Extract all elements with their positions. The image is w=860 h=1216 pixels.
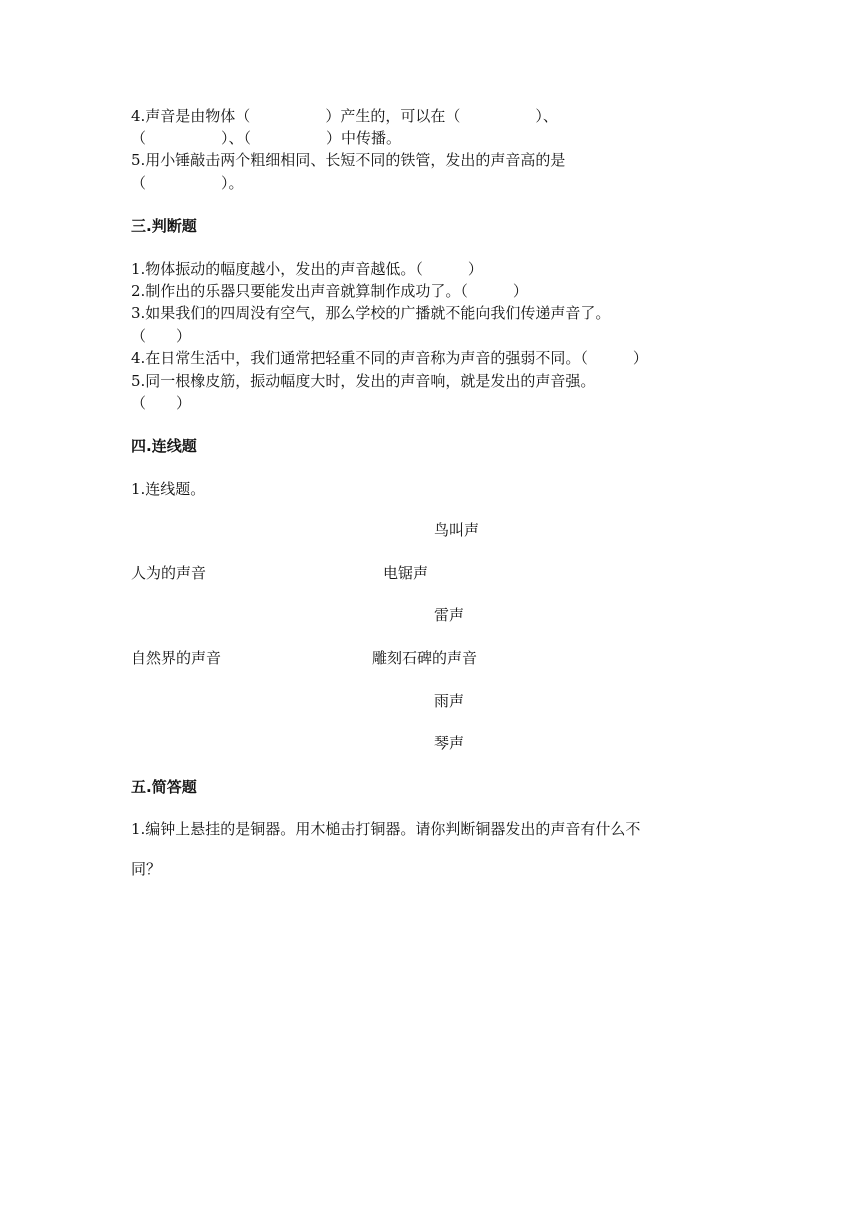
judge-heading: 三.判断题	[131, 217, 197, 235]
fill-q4-line1: 4.声音是由物体（ ）产生的，可以在（ ）、	[131, 107, 558, 125]
matching-heading: 四.连线题	[131, 437, 197, 455]
matching-prompt: 1.连线题。	[131, 480, 206, 498]
short-answer-q1-line2: 同？	[131, 860, 162, 878]
judge-item: 5.同一根橡皮筋，振动幅度大时，发出的声音响，就是发出的声音强。	[131, 372, 596, 390]
matching-left-item: 自然界的声音	[131, 649, 222, 667]
judge-item: 4.在日常生活中，我们通常把轻重不同的声音称为声音的强弱不同。（ ）	[131, 349, 648, 367]
matching-middle-item: 雕刻石碑的声音	[372, 649, 478, 667]
judge-item: 1.物体振动的幅度越小，发出的声音越低。（ ）	[131, 260, 483, 278]
matching-middle-item: 电锯声	[383, 564, 429, 582]
matching-right-item: 琴声	[434, 734, 465, 752]
judge-item: 3.如果我们的四周没有空气，那么学校的广播就不能向我们传递声音了。	[131, 304, 611, 322]
short-answer-heading: 五.简答题	[131, 778, 197, 796]
fill-q4-line2: （ ）、（ ）中传播。	[131, 129, 402, 147]
fill-q5-line2: （ ）。	[131, 174, 244, 192]
matching-left-item: 人为的声音	[131, 564, 207, 582]
matching-right-item: 雷声	[434, 606, 465, 624]
judge-item-blank: （ ）	[131, 327, 192, 345]
matching-right-item: 鸟叫声	[434, 521, 480, 539]
matching-right-item: 雨声	[434, 692, 465, 710]
fill-q5-line1: 5.用小锤敲击两个粗细相同、长短不同的铁管，发出的声音高的是	[131, 151, 566, 169]
judge-item-blank: （ ）	[131, 394, 192, 412]
short-answer-q1-line1: 1.编钟上悬挂的是铜器。用木槌击打铜器。请你判断铜器发出的声音有什么不	[131, 820, 641, 838]
judge-item: 2.制作出的乐器只要能发出声音就算制作成功了。（ ）	[131, 282, 528, 300]
